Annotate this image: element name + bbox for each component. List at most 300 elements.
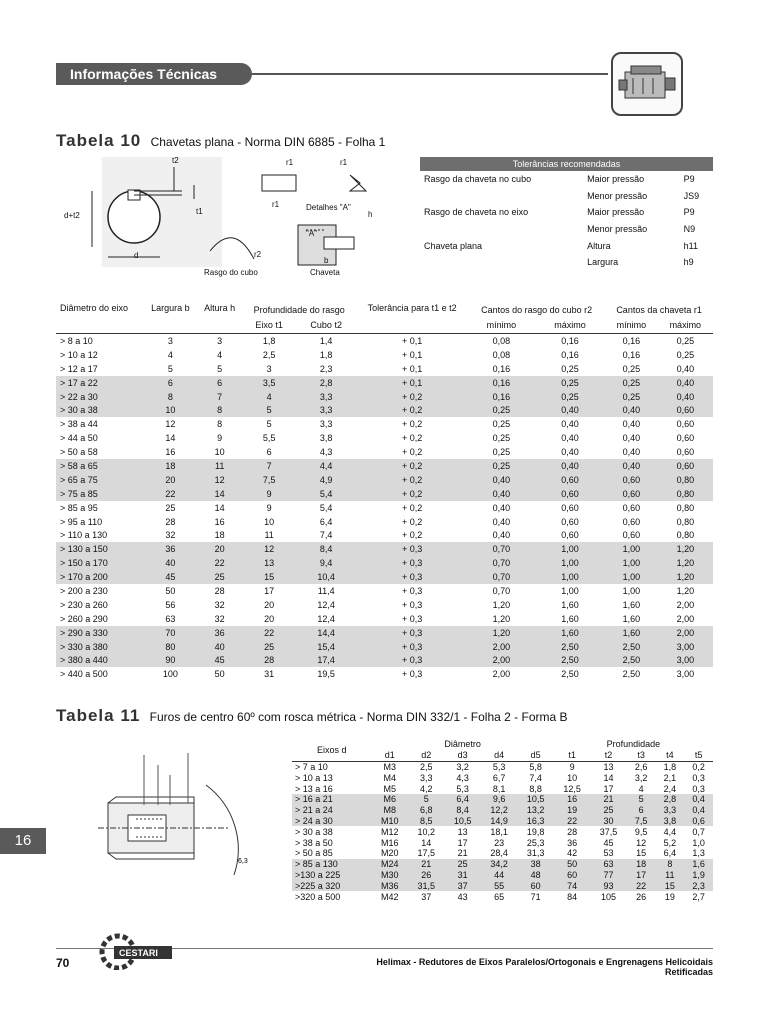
- table-cell: + 0,3: [356, 640, 468, 654]
- table-cell: 19,5: [317, 669, 335, 680]
- table-cell: 5,2: [663, 837, 677, 848]
- table-cell: + 0,2: [402, 502, 423, 513]
- table-cell: 3,3: [319, 419, 333, 430]
- table-cell: 12: [242, 542, 296, 556]
- table-cell: 0,60: [561, 530, 579, 541]
- table-cell: 0,40: [622, 433, 641, 444]
- table-cell: 56: [165, 599, 176, 610]
- label-t1: t1: [196, 207, 203, 216]
- table-cell: M20: [380, 848, 399, 859]
- table-cell: 105: [601, 891, 617, 902]
- table-cell: 0,40: [676, 363, 695, 374]
- table-cell: 6: [266, 447, 272, 458]
- table-cell: 1,00: [605, 570, 657, 584]
- table-cell: 1,00: [605, 542, 657, 556]
- table-cell: 0,40: [622, 419, 641, 430]
- table-cell: 19: [664, 891, 675, 902]
- col-header: d3: [457, 750, 468, 761]
- col-eixo: Eixo t1: [255, 320, 283, 331]
- table-row: [56, 528, 713, 542]
- col-eixos: Eixos d: [317, 744, 347, 755]
- table-cell: 0,40: [535, 403, 605, 417]
- table-cell: > 50 a 58: [60, 447, 98, 458]
- table-cell: 4,3: [319, 447, 333, 458]
- col-header: t4: [666, 750, 674, 761]
- cestari-logo: [96, 930, 176, 970]
- table-cell: 90: [144, 653, 198, 667]
- table-cell: 10,5: [517, 794, 553, 805]
- table-cell: 0,25: [468, 403, 535, 417]
- table-cell: > 110 a 130: [60, 530, 108, 541]
- table-cell: 0,40: [561, 419, 579, 430]
- table-cell: 0,25: [676, 335, 695, 346]
- table-cell: + 0,3: [402, 585, 423, 596]
- table-cell: 0,40: [658, 390, 713, 404]
- table-cell: 0,7: [692, 826, 705, 837]
- table-cell: 14: [421, 837, 432, 848]
- table-cell: 2,1: [663, 772, 677, 783]
- table-cell: M4: [383, 772, 396, 783]
- table-cell: + 0,2: [402, 447, 423, 458]
- table-cell: 63: [165, 613, 176, 624]
- table-cell: + 0,2: [356, 487, 468, 501]
- table-cell: 8,5: [408, 816, 444, 827]
- table-cell: 4: [242, 390, 296, 404]
- table-cell: 2,50: [605, 653, 657, 667]
- table-cell: + 0,3: [356, 556, 468, 570]
- table-cell: > 50 a 85: [295, 848, 333, 859]
- table-cell: 0,80: [676, 530, 695, 541]
- table-cell: 6,4: [444, 794, 480, 805]
- tolerance-cell: Chaveta plana: [424, 240, 483, 251]
- table-cell: 0,60: [676, 419, 695, 430]
- table-row: [56, 348, 713, 362]
- table-cell: + 0,1: [402, 363, 423, 374]
- table-cell: 17,4: [296, 653, 356, 667]
- table-cell: 13,2: [517, 805, 553, 816]
- tolerance-row: [420, 204, 713, 221]
- col-header: d2: [421, 750, 432, 761]
- table-cell: 3,3: [419, 772, 433, 783]
- table-cell: 9: [266, 502, 272, 513]
- col-header: t2: [604, 750, 613, 761]
- table-cell: 18: [214, 530, 225, 541]
- table-cell: + 0,2: [356, 473, 468, 487]
- col-tolerancia: Tolerância para t1 e t2: [367, 303, 457, 313]
- table-cell: 3,3: [296, 403, 356, 417]
- table-cell: 1,00: [622, 585, 641, 596]
- table-cell: 6: [627, 805, 656, 816]
- table-cell: + 0,2: [402, 419, 423, 430]
- logo-text: CESTARI: [119, 948, 158, 958]
- table-cell: 2,00: [658, 626, 713, 640]
- table-cell: 0,25: [622, 363, 641, 374]
- tolerance-row: [420, 188, 713, 205]
- table-cell: + 0,3: [356, 653, 468, 667]
- table-cell: 1,00: [535, 570, 605, 584]
- table-cell: M12: [380, 826, 399, 837]
- table-cell: 2,50: [605, 640, 657, 654]
- table-row: [56, 362, 713, 376]
- table-cell: 7: [242, 459, 296, 473]
- table-row: [56, 334, 713, 348]
- table-cell: 20: [197, 542, 242, 556]
- label-r1b: r1: [340, 158, 348, 167]
- table-cell: 2,00: [676, 599, 695, 610]
- table-cell: > 85 a 130: [292, 859, 372, 870]
- table-cell: 3: [167, 335, 173, 346]
- table-row: [292, 848, 713, 859]
- table-cell: 2,50: [622, 669, 641, 680]
- table-cell: > 30 a 38: [56, 403, 144, 417]
- table-cell: 45: [197, 653, 242, 667]
- table-cell: 60: [554, 870, 590, 881]
- table-cell: + 0,3: [402, 613, 423, 624]
- table-row: [56, 445, 713, 459]
- table-cell: 12,4: [317, 599, 335, 610]
- label-rasgo-cubo: Rasgo do cubo: [204, 268, 258, 277]
- table-cell: 36: [144, 542, 198, 556]
- table-cell: > 330 a 380: [56, 640, 144, 654]
- table-cell: 23: [494, 837, 505, 848]
- table-cell: + 0,3: [356, 626, 468, 640]
- table-cell: 2,00: [468, 653, 535, 667]
- table-cell: 14,9: [481, 816, 517, 827]
- table-cell: 65: [494, 891, 505, 902]
- table-cell: 53: [603, 848, 614, 859]
- table-cell: 32: [165, 530, 176, 541]
- table-row: [56, 542, 713, 556]
- table-cell: 0,40: [468, 487, 535, 501]
- tolerance-cell: Maior pressão: [587, 207, 645, 218]
- table-cell: > 10 a 12: [60, 349, 98, 360]
- table-cell: 13: [242, 556, 296, 570]
- table-cell: 8,1: [492, 783, 506, 794]
- table-cell: > 85 a 95: [60, 502, 98, 513]
- table-cell: > 200 a 230: [60, 585, 108, 596]
- table-cell: 12: [165, 419, 176, 430]
- table-cell: 5: [242, 403, 296, 417]
- table-cell: 6,4: [663, 848, 677, 859]
- tabela11-title: Tabela 11: [56, 706, 141, 725]
- table-row: [56, 376, 713, 390]
- table-cell: 7,5: [242, 473, 296, 487]
- table-cell: 6: [144, 376, 198, 390]
- table-cell: 40: [144, 556, 198, 570]
- table-cell: 50: [554, 859, 590, 870]
- table-cell: 6,4: [319, 516, 333, 527]
- table-cell: 16: [554, 794, 590, 805]
- table-cell: 48: [517, 870, 553, 881]
- table-cell: 13: [603, 761, 614, 772]
- table-cell: 2,00: [492, 669, 511, 680]
- tolerances-table: [420, 157, 713, 271]
- table-cell: + 0,3: [356, 542, 468, 556]
- table-cell: > 22 a 30: [56, 390, 144, 404]
- col-cantos-chaveta: Cantos da chaveta r1: [616, 305, 702, 316]
- table-cell: 0,3: [692, 772, 705, 783]
- table-cell: 10,2: [417, 826, 435, 837]
- table-cell: 17: [603, 783, 614, 794]
- table-cell: 1,8: [262, 335, 276, 346]
- table-cell: > 8 a 10: [60, 335, 93, 346]
- table-row: [56, 487, 713, 501]
- table-cell: + 0,2: [356, 403, 468, 417]
- table-cell: 0,60: [622, 516, 641, 527]
- table-cell: 0,60: [535, 487, 605, 501]
- table-row: [56, 417, 713, 431]
- table-cell: 19,8: [526, 826, 545, 837]
- tolerances-title: Tolerâncias recomendadas: [420, 157, 713, 171]
- table-cell: 5: [408, 794, 444, 805]
- table-cell: 14: [165, 433, 176, 444]
- table-cell: 42: [567, 848, 578, 859]
- table-row: [56, 612, 713, 626]
- table-cell: 25: [165, 502, 176, 513]
- table-cell: 15,4: [296, 640, 356, 654]
- table-cell: 2,00: [468, 640, 535, 654]
- table-cell: 71: [530, 891, 541, 902]
- table-cell: 60: [517, 880, 553, 891]
- col-maximo-2: máximo: [669, 320, 702, 331]
- table-row: [292, 783, 713, 794]
- table-cell: 7,4: [319, 530, 333, 541]
- table-row: [292, 826, 713, 837]
- table-cell: 14: [214, 502, 225, 513]
- table-cell: 0,60: [658, 403, 713, 417]
- table-cell: 22: [197, 556, 242, 570]
- table-row: [56, 626, 713, 640]
- table-cell: 77: [590, 870, 626, 881]
- tolerance-cell: Largura: [587, 257, 619, 268]
- table-row: [292, 880, 713, 891]
- table-cell: 50: [214, 669, 225, 680]
- table-cell: 5: [217, 363, 223, 374]
- table-cell: M10: [372, 816, 408, 827]
- col-diametro: Diâmetro do eixo: [60, 303, 129, 313]
- tolerance-row: [420, 237, 713, 254]
- table-cell: 5,3: [456, 783, 469, 794]
- table-row: [292, 772, 713, 783]
- table-cell: 2,7: [692, 891, 705, 902]
- table-cell: 13: [457, 826, 468, 837]
- table-cell: M42: [380, 891, 399, 902]
- table-cell: 31,3: [526, 848, 545, 859]
- table-cell: 26: [636, 891, 647, 902]
- table-cell: 0,08: [492, 349, 511, 360]
- table-cell: 0,16: [468, 390, 535, 404]
- label-r2: r2: [254, 250, 262, 259]
- table-cell: > 38 a 44: [60, 419, 98, 430]
- table-cell: 0,16: [468, 376, 535, 390]
- table-cell: 3,00: [676, 669, 695, 680]
- gearbox-product-icon: [611, 52, 683, 116]
- table-cell: 12: [197, 473, 242, 487]
- table-row: [56, 653, 713, 667]
- table-cell: 0,60: [622, 502, 641, 513]
- table-cell: 1,20: [658, 542, 713, 556]
- table-cell: >225 a 320: [292, 880, 372, 891]
- table-cell: 3: [266, 363, 272, 374]
- table-cell: 32: [214, 599, 225, 610]
- table-cell: > 440 a 500: [60, 669, 108, 680]
- col-minimo-1: mínimo: [486, 320, 517, 331]
- table-cell: 14: [197, 487, 242, 501]
- table-cell: 5,3: [492, 761, 506, 772]
- table-cell: 0,80: [658, 473, 713, 487]
- table-cell: M36: [372, 880, 408, 891]
- table-cell: 9: [217, 433, 223, 444]
- table-row: [292, 794, 713, 805]
- table-cell: 3,2: [634, 772, 648, 783]
- table-cell: 5,4: [319, 502, 333, 513]
- table-cell: 37,5: [599, 826, 618, 837]
- table-cell: 0,25: [492, 447, 511, 458]
- keyway-drawing: [62, 155, 412, 283]
- table-cell: 2,50: [535, 640, 605, 654]
- table-cell: 45: [144, 570, 198, 584]
- table-cell: 0,70: [468, 542, 535, 556]
- label-detalhes: Detalhes "A": [306, 203, 351, 212]
- table-cell: 1,60: [622, 613, 641, 624]
- table-row: [292, 761, 713, 772]
- table-cell: M30: [372, 870, 408, 881]
- table-cell: > 17 a 22: [56, 376, 144, 390]
- table-cell: 0,70: [492, 585, 511, 596]
- tolerance-row: [420, 171, 713, 188]
- table-cell: 0,40: [658, 376, 713, 390]
- table-cell: 1,20: [468, 626, 535, 640]
- tolerance-cell: P9: [683, 207, 695, 218]
- table-cell: > 24 a 30: [292, 816, 372, 827]
- tabela10-subtitle: Chavetas plana - Norma DIN 6885 - Folha 1: [150, 135, 386, 149]
- table-cell: > 30 a 38: [295, 826, 333, 837]
- table-cell: 28: [214, 585, 225, 596]
- table-cell: 2,4: [663, 783, 677, 794]
- col-profundidade: Profundidade do rasgo: [253, 305, 345, 316]
- col-maximo-1: máximo: [554, 320, 586, 331]
- table-cell: 22: [554, 816, 590, 827]
- table-cell: 1,6: [684, 859, 713, 870]
- table-row: [56, 473, 713, 487]
- table-cell: 8: [197, 403, 242, 417]
- tolerance-cell: Altura: [587, 240, 611, 251]
- tolerance-cell: [420, 221, 583, 238]
- table-row: [292, 837, 713, 848]
- table-cell: 3,8: [319, 433, 333, 444]
- col-header: t5: [694, 750, 703, 761]
- table-cell: 1,60: [622, 599, 641, 610]
- table-cell: > 38 a 50: [295, 837, 333, 848]
- table-cell: 15: [242, 570, 296, 584]
- table-row: [56, 667, 713, 681]
- table-cell: 25: [444, 859, 480, 870]
- table-cell: 16: [165, 447, 176, 458]
- chapter-tab: 16: [0, 828, 46, 854]
- table-cell: 5: [266, 419, 272, 430]
- table-cell: 3,00: [658, 653, 713, 667]
- table-cell: 9,6: [481, 794, 517, 805]
- table-cell: + 0,1: [402, 349, 423, 360]
- table-cell: > 58 a 65: [56, 459, 144, 473]
- tolerance-cell: Rasgo de chaveta no eixo: [424, 207, 529, 218]
- tolerance-cell: P9: [683, 174, 695, 185]
- table-cell: 0,4: [684, 794, 713, 805]
- table-cell: 1,0: [692, 837, 705, 848]
- table-cell: 31: [264, 669, 275, 680]
- tolerance-cell: h11: [683, 240, 698, 251]
- table-cell: 3,3: [655, 805, 684, 816]
- table-cell: 1,8: [663, 761, 677, 772]
- table-cell: 0,4: [684, 805, 713, 816]
- table-cell: 17,5: [417, 848, 435, 859]
- table-cell: 43: [457, 891, 468, 902]
- table-cell: > 10 a 13: [295, 772, 333, 783]
- table-cell: 16,3: [517, 816, 553, 827]
- table-cell: 5,4: [296, 487, 356, 501]
- table-cell: 0,25: [468, 459, 535, 473]
- col-altura: Altura h: [204, 303, 236, 313]
- table-cell: 0,40: [622, 447, 641, 458]
- table-cell: 10,5: [444, 816, 480, 827]
- table-cell: 0,16: [561, 335, 579, 346]
- table-cell: 0,25: [676, 349, 695, 360]
- table-cell: 0,60: [622, 530, 641, 541]
- table-cell: > 260 a 290: [60, 613, 108, 624]
- table-cell: 19: [554, 805, 590, 816]
- table-cell: 44: [481, 870, 517, 881]
- table-cell: 2,50: [561, 669, 579, 680]
- table-cell: 2,8: [655, 794, 684, 805]
- table-cell: 2,5: [262, 349, 276, 360]
- table-cell: + 0,2: [356, 459, 468, 473]
- table-cell: 11: [264, 530, 274, 541]
- table-cell: 31,5: [408, 880, 444, 891]
- col-minimo-2: mínimo: [616, 320, 647, 331]
- table-cell: 70: [144, 626, 198, 640]
- table-cell: 1,00: [561, 585, 579, 596]
- table-cell: + 0,1: [356, 376, 468, 390]
- tolerance-cell: Rasgo da chaveta no cubo: [424, 174, 532, 185]
- tolerance-row: [420, 221, 713, 238]
- table-cell: > 65 a 75: [56, 473, 144, 487]
- table-cell: > 44 a 50: [60, 433, 98, 444]
- table-cell: 1,4: [319, 335, 333, 346]
- table-cell: 9,5: [634, 826, 648, 837]
- table-cell: 0,16: [622, 335, 641, 346]
- table-cell: 22: [242, 626, 296, 640]
- table-cell: > 290 a 330: [56, 626, 144, 640]
- table-cell: > 170 a 200: [56, 570, 144, 584]
- table-cell: 0,40: [561, 433, 579, 444]
- table-cell: 1,20: [492, 599, 511, 610]
- table-cell: >320 a 500: [295, 891, 341, 902]
- table-cell: 80: [144, 640, 198, 654]
- table-cell: 2,5: [419, 761, 433, 772]
- label-b: b: [324, 256, 329, 265]
- table-cell: 18: [144, 459, 198, 473]
- table-cell: 22: [627, 880, 656, 891]
- table-cell: 0,80: [676, 502, 695, 513]
- table-cell: 0,60: [658, 459, 713, 473]
- tabela10-heading: [56, 131, 385, 151]
- col-header: d1: [384, 750, 395, 761]
- table-cell: 3,5: [242, 376, 296, 390]
- col-header: t1: [568, 750, 576, 761]
- table-cell: 8,8: [529, 783, 542, 794]
- table-cell: 5,5: [262, 433, 276, 444]
- table-cell: 28: [567, 826, 578, 837]
